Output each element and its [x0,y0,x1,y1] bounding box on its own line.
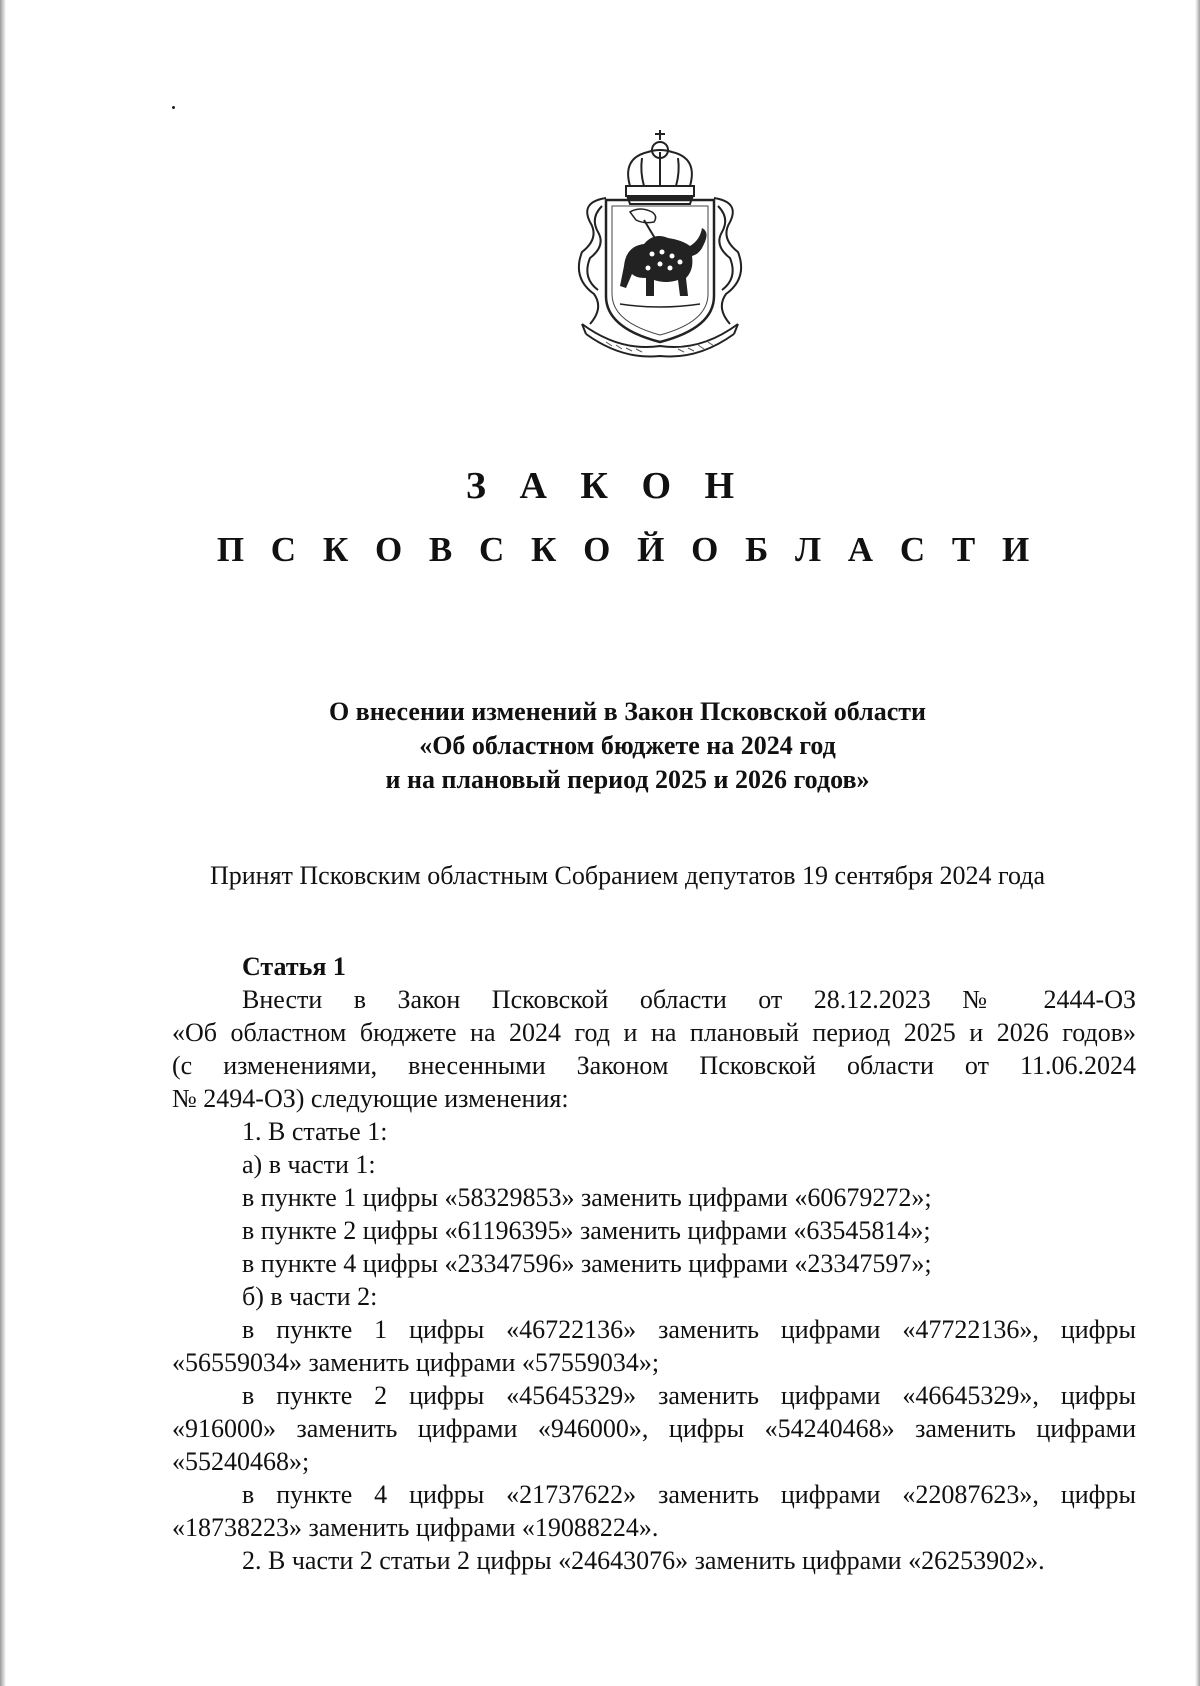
scan-edge-left [0,0,6,1686]
paragraph-line: «56559034» заменить цифрами «57559034»; [172,1348,660,1377]
paragraph-line: «Об областном бюджете на 2024 год и на плановый период 2025 и 2026 годов» [172,1018,1136,1047]
paragraph-line: в пункте 1 цифры «46722136» заменить цифрами «47722136», цифры [242,1315,1136,1344]
document-body [172,950,1136,1577]
scan-edge-right [1195,0,1200,1686]
list-item: б) в части 2: [242,1282,378,1311]
law-heading-line: О внесении изменений в Закон Псковской области [328,697,927,726]
document-subtitle: П С К О В С К О Й О Б Л А С Т И [216,530,1039,569]
list-item: а) в части 1: [242,1150,376,1179]
list-item: в пункте 1 цифры «58329853» заменить цифрами «60679272»; [242,1183,932,1212]
list-item: 1. В статье 1: [242,1117,388,1146]
paragraph-line: в пункте 2 цифры «45645329» заменить цифрами «46645329», цифры [242,1381,1136,1410]
law-heading-line: «Об областном бюджете на 2024 год [419,731,836,760]
document-title: З А К О Н [465,465,747,507]
paragraph-line: № 2494-ОЗ) следующие изменения: [172,1084,569,1113]
paragraph-line: «916000» заменить цифрами «946000», цифры «54240468» заменить цифрами [172,1414,1136,1443]
list-item: в пункте 4 цифры «23347596» заменить цифрами «23347597»; [242,1249,932,1278]
law-heading-line: и на плановый период 2025 и 2026 годов» [385,765,870,794]
paragraph-line: Внести в Закон Псковской области от 28.12.2023 № 2444-ОЗ [242,985,1136,1014]
paragraph-line: (с изменениями, внесенными Законом Псковской области от 11.06.2024 [172,1051,1136,1080]
list-item: в пункте 2 цифры «61196395» заменить цифрами «63545814»; [242,1216,931,1245]
list-item: 2. В части 2 статьи 2 цифры «24643076» заменить цифрами «26253902». [242,1546,1045,1575]
paragraph-line: в пункте 4 цифры «21737622» заменить цифрами «22087623», цифры [242,1480,1136,1509]
law-heading [0,695,1200,797]
paragraph-line: «18738223» заменить цифрами «19088224». [172,1513,659,1542]
article-title: Статья 1 [242,952,346,981]
adoption-line: Принят Псковским областным Собранием депутатов 19 сентября 2024 года [209,861,1046,890]
scan-speck [172,106,175,109]
paragraph-line: «55240468»; [172,1447,310,1476]
coat-of-arms-icon [560,128,760,360]
